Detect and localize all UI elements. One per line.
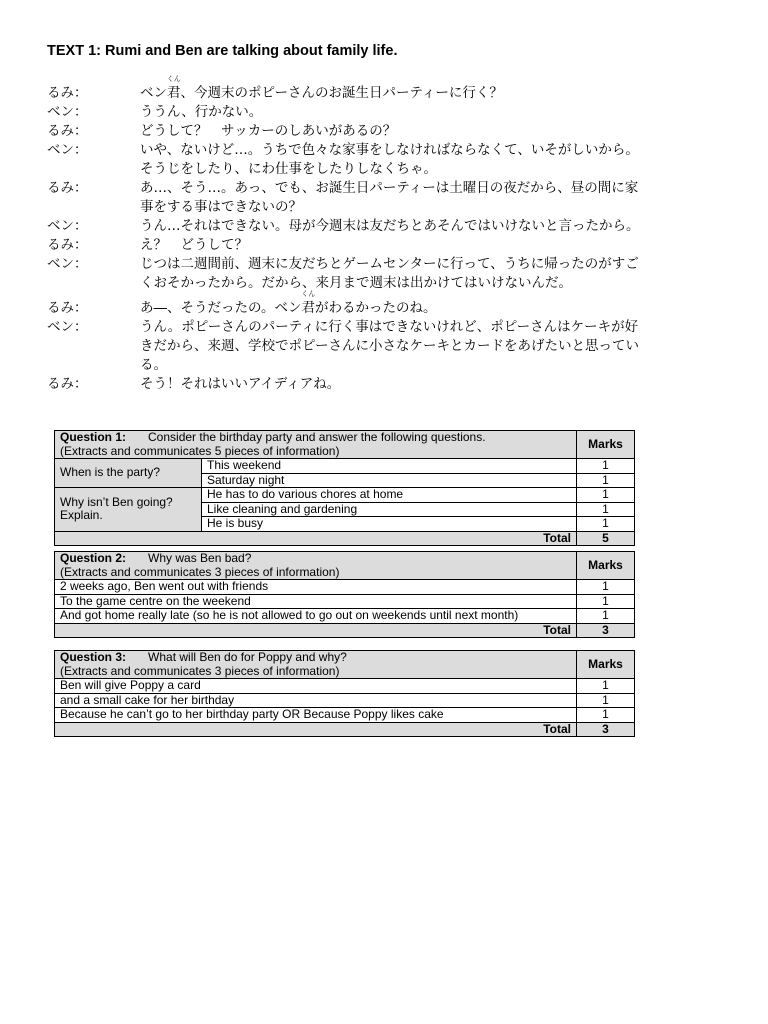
table-row: [55, 708, 635, 723]
speech: [140, 103, 747, 122]
question-header: [55, 651, 577, 679]
table-row: [55, 722, 635, 737]
dialogue-line: [47, 217, 747, 236]
question-text: Consider the birthday party and answer the following questions.: [148, 430, 486, 444]
answer-cell: He has to do various chores at home: [202, 488, 577, 503]
ruby-base: 君: [167, 85, 181, 101]
question-label: Question 2:: [60, 551, 127, 565]
speech-text: あ…、そう…。あっ、でも、お誕生日パーティーは土曜日の夜だから、昼の間に家: [140, 180, 639, 196]
answer-cell: 2 weeks ago, Ben went out with friends: [55, 580, 577, 595]
speech-text: ううん、行かない。: [140, 104, 263, 120]
table-row: [55, 679, 635, 694]
mark-cell: 1: [577, 693, 635, 708]
speaker: ベン：: [47, 104, 88, 120]
total-label: Total: [55, 623, 577, 638]
speech-text: そうじをしたり、にわ仕事をしたりしなくちゃ。: [140, 161, 437, 177]
speaker: ベン：: [47, 218, 88, 234]
speech: [140, 75, 747, 103]
table-row: [55, 459, 635, 474]
question-label: Question 1:: [60, 430, 127, 444]
question-2-table: [54, 551, 635, 638]
question-criteria: (Extracts and communicates 3 pieces of information): [60, 663, 340, 678]
speech-text: うん…それはできない。母が今週末は友だちとあそんではいけないと言ったから。: [140, 218, 640, 234]
marks-header: Marks: [577, 431, 635, 459]
total-label: Total: [55, 722, 577, 737]
table-row: [55, 552, 635, 580]
marks-header: Marks: [577, 552, 635, 580]
speech-text: あ―、そうだったの。ベン: [140, 300, 302, 316]
speech-text: くおそかったから。だから、来月まで週末は出かけてはいけないんだ。: [140, 275, 572, 291]
dialogue-line: [47, 290, 747, 318]
table-row: [55, 594, 635, 609]
answer-cell: He is busy: [202, 517, 577, 532]
table-row: [55, 651, 635, 679]
speaker: るみ：: [47, 180, 88, 196]
question-text: What will Ben do for Poppy and why?: [148, 650, 347, 664]
mark-cell: 1: [577, 679, 635, 694]
question-criteria: (Extracts and communicates 3 pieces of information): [60, 564, 340, 579]
speech-text: ベン: [140, 85, 167, 101]
table-row: [55, 693, 635, 708]
dialogue-line: [47, 236, 747, 255]
speaker: るみ：: [47, 237, 88, 253]
total-value: 3: [577, 722, 635, 737]
ruby-word: [166, 75, 181, 103]
answer-cell: And got home really late (so he is not allowed to go out on weekends until next month): [55, 609, 577, 624]
speech-text: うん。ポピーさんのパーティに行く事はできないけれど、ポピーさんはケーキが好: [140, 319, 639, 335]
ruby-reading: くん: [301, 290, 316, 298]
speech-text: きだから、来週、学校でポピーさんに小さなケーキとカードをあげたいと思ってい: [140, 338, 639, 354]
speech: [140, 217, 747, 236]
question-prompt: Why isn’t Ben going? Explain.: [55, 488, 202, 532]
speech: [140, 236, 747, 255]
question-criteria: (Extracts and communicates 5 pieces of information): [60, 443, 340, 458]
dialogue-line: [47, 179, 747, 217]
speaker: るみ：: [47, 300, 88, 316]
question-label: Question 3:: [60, 650, 127, 664]
answer-cell: Saturday night: [202, 473, 577, 488]
total-label: Total: [55, 531, 577, 546]
speech-text: 、今週末のポピーさんのお誕生日パーティーに行く？: [180, 85, 503, 101]
speech: [140, 290, 747, 318]
total-value: 3: [577, 623, 635, 638]
speech-text: どうして？ サッカーのしあいがあるの？: [140, 123, 397, 139]
dialogue-line: [47, 318, 747, 375]
dialogue-line: [47, 103, 747, 122]
mark-cell: 1: [577, 459, 635, 474]
question-header: [55, 431, 577, 459]
table-row: [55, 488, 635, 503]
mark-cell: 1: [577, 594, 635, 609]
speech: [140, 141, 747, 179]
answer-cell: and a small cake for her birthday: [55, 693, 577, 708]
dialogue: [47, 75, 747, 394]
speech: [140, 179, 747, 217]
mark-cell: 1: [577, 580, 635, 595]
table-row: [55, 623, 635, 638]
question-1-table: [54, 430, 635, 546]
dialogue-line: [47, 255, 747, 293]
speaker: ベン：: [47, 319, 88, 335]
dialogue-line: [47, 122, 747, 141]
mark-cell: 1: [577, 708, 635, 723]
answer-cell: To the game centre on the weekend: [55, 594, 577, 609]
answer-cell: Because he can’t go to her birthday party OR Because Poppy likes cake: [55, 708, 577, 723]
speech-text: がわるかったのね。: [314, 300, 437, 316]
speech: [140, 122, 747, 141]
ruby-word: [301, 290, 316, 318]
speech-text: る。: [140, 357, 167, 373]
dialogue-line: [47, 141, 747, 179]
answer-cell: This weekend: [202, 459, 577, 474]
answer-cell: Ben will give Poppy a card: [55, 679, 577, 694]
question-header: [55, 552, 577, 580]
table-row: [55, 580, 635, 595]
mark-cell: 1: [577, 502, 635, 517]
dialogue-line: [47, 375, 747, 394]
speech: [140, 375, 747, 394]
speaker: るみ：: [47, 85, 88, 101]
ruby-reading: くん: [166, 75, 181, 83]
mark-cell: 1: [577, 473, 635, 488]
mark-cell: 1: [577, 517, 635, 532]
table-row: [55, 431, 635, 459]
question-text: Why was Ben bad?: [148, 551, 252, 565]
answer-cell: Like cleaning and gardening: [202, 502, 577, 517]
speaker: るみ：: [47, 123, 88, 139]
speaker: ベン：: [47, 142, 88, 158]
question-3-table: [54, 650, 635, 737]
table-row: [55, 531, 635, 546]
ruby-base: 君: [301, 300, 315, 316]
question-prompt: When is the party?: [55, 459, 202, 488]
total-value: 5: [577, 531, 635, 546]
dialogue-line: [47, 75, 747, 103]
table-row: [55, 609, 635, 624]
speech-text: 事をする事はできないの？: [140, 199, 302, 215]
speech-text: いや、ないけど…。うちで色々な家事をしなければならなくて、いそがしいから。: [140, 142, 639, 158]
speech-text: じつは二週間前、週末に友だちとゲームセンターに行って、うちに帰ったのがすご: [140, 256, 639, 272]
speaker: るみ：: [47, 376, 88, 392]
mark-cell: 1: [577, 609, 635, 624]
speech: [140, 318, 747, 375]
mark-cell: 1: [577, 488, 635, 503]
speaker: ベン：: [47, 256, 88, 272]
page-title: TEXT 1: Rumi and Ben are talking about family life.: [47, 43, 398, 59]
speech-text: え？ どうして？: [140, 237, 248, 253]
marks-header: Marks: [577, 651, 635, 679]
speech-text: そう！それはいいアイディアね。: [140, 376, 341, 392]
speech: [140, 255, 747, 293]
